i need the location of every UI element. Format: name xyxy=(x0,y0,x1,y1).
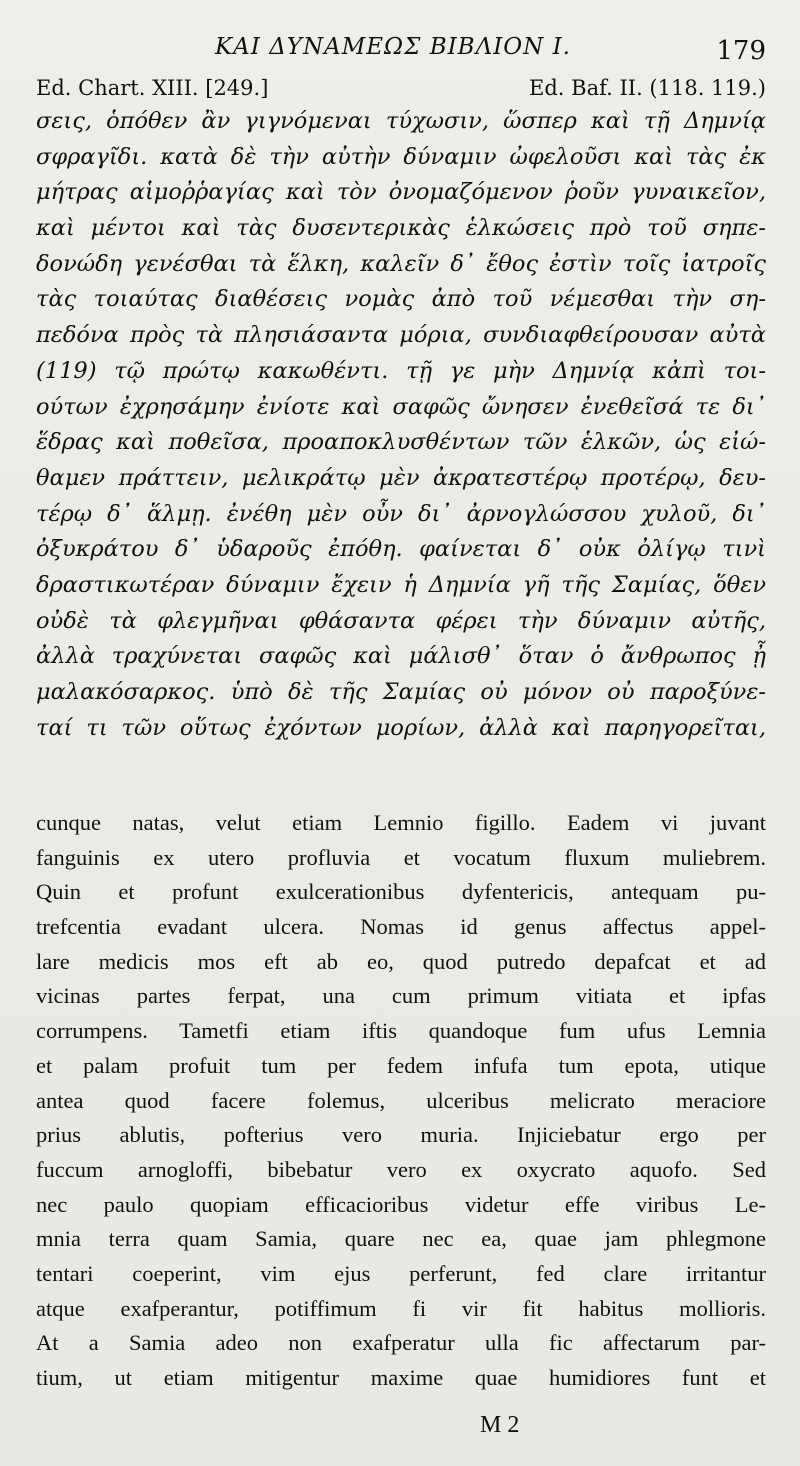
greek-line: μήτρας αἱμοῤῥαγίας καὶ τὸν ὀνομαζόμενον ῥοῦν γυναικεῖον, xyxy=(36,179,766,206)
edition-basel: Ed. Baf. II. (118. 119.) xyxy=(529,76,766,100)
latin-line: trefcentia evadant ulcera. Nomas id genus affectus appel- xyxy=(36,914,766,940)
edition-chartier: Ed. Chart. XIII. [249.] xyxy=(36,76,269,100)
latin-line: prius ablutis, pofterius vero muria. Injiciebatur ergo per xyxy=(36,1122,766,1148)
greek-line: μαλακόσαρκος. ὑπὸ δὲ τῆς Σαμίας οὐ μόνον οὐ παροξύνε- xyxy=(36,679,766,705)
greek-line: δονώδη γενέσθαι τὰ ἕλκη, καλεῖν δ᾽ ἔθος ἐστὶν τοῖς ἰατροῖς xyxy=(36,250,766,277)
latin-line: fanguinis ex utero profluvia et vocatum fluxum muliebrem. xyxy=(36,844,766,870)
edition-references xyxy=(36,76,766,104)
greek-line: ούτων ἐχρησάμην ἐνίοτε καὶ σαφῶς ὤνησεν ἐνεθεῖσά τε δι᾽ xyxy=(36,393,766,420)
latin-line: At a Samia adeo non exafperatur ulla fic affectarum par- xyxy=(36,1330,766,1356)
greek-line: ταί τι τῶν οὕτως ἐχόντων μορίων, ἀλλὰ καὶ παρηγορεῖται, xyxy=(36,714,766,741)
latin-line: nec paulo quopiam efficacioribus videtur effe viribus Le- xyxy=(36,1191,766,1217)
latin-line: antea quod facere folemus, ulceribus melicrato meraciore xyxy=(36,1087,766,1113)
latin-line: vicinas partes ferpat, una cum primum vitiata et ipfas xyxy=(36,983,766,1009)
latin-text-block xyxy=(36,806,766,1396)
latin-line: corrumpens. Tametfi etiam iftis quandoque fum ufus Lemnia xyxy=(36,1018,766,1044)
latin-line: tentari coeperint, vim ejus perferunt, fed clare irritantur xyxy=(36,1260,766,1286)
latin-line: Quin et profunt exulcerationibus dyfentericis, antequam pu- xyxy=(36,879,766,905)
latin-line: mnia terra quam Samia, quare nec ea, quae jam phlegmone xyxy=(36,1226,766,1252)
greek-line: τέρῳ δ᾽ ἅλμῃ. ἐνέθη μὲν οὖν δι᾽ ἀρνογλώσσου χυλοῦ, δι᾽ xyxy=(36,500,766,527)
greek-line: (119) τῷ πρώτῳ κακωθέντι. τῇ γε μὴν Δημνίᾳ κἀπὶ τοι- xyxy=(36,357,766,384)
latin-line: et palam profuit tum per fedem infufa tum epota, utique xyxy=(36,1052,766,1078)
greek-text-block xyxy=(36,104,766,746)
latin-line: cunque natas, velut etiam Lemnio figillo. Eadem vi juvant xyxy=(36,810,766,835)
greek-line: πεδόνα πρὸς τὰ πλησιάσαντα μόρια, συνδιαφθείρουσαν αὐτὰ xyxy=(36,322,766,349)
greek-line: ὀξυκράτου δ᾽ ὑδαροῦς ἐπόθη. φαίνεται δ᾽ οὐκ ὀλίγῳ τινὶ xyxy=(36,536,766,563)
greek-line: σφραγῖδι. κατὰ δὲ τὴν αὐτὴν δύναμιν ὠφελοῦσι καὶ τὰς ἐκ xyxy=(36,143,766,170)
greek-line: σεις, ὁπόθεν ἂν γιγνόμεναι τύχωσιν, ὥσπερ καὶ τῇ Δημνίᾳ xyxy=(36,108,766,134)
greek-line: δραστικωτέραν δύναμιν ἔχειν ἡ Δημνία γῆ τῆς Σαμίας, ὅθεν xyxy=(36,571,766,598)
signature-mark: M 2 xyxy=(480,1412,520,1438)
latin-line: lare medicis mos eft ab eo, quod putredo depafcat et ad xyxy=(36,948,766,974)
running-head xyxy=(0,30,800,66)
latin-line: tium, ut etiam mitigentur maxime quae humidiores funt et xyxy=(36,1365,766,1390)
greek-line: οὐδὲ τὰ φλεγμῆναι φθάσαντα φέρει τὴν δύναμιν αὐτῆς, xyxy=(36,607,766,634)
latin-line: atque exafperantur, potiffimum fi vir fit habitus mollioris. xyxy=(36,1295,766,1321)
latin-line: fuccum arnogloffi, bibebatur vero ex oxycrato aquofo. Sed xyxy=(36,1156,766,1182)
greek-line: καὶ μέντοι καὶ τὰς δυσεντερικὰς ἑλκώσεις πρὸ τοῦ σηπε- xyxy=(36,215,766,242)
greek-line: θαμεν πράττειν, μελικράτῳ μὲν ἀκρατεστέρῳ προτέρῳ, δευ- xyxy=(36,464,766,491)
running-title: ΚΑΙ ΔΥΝΑΜΕΩΣ ΒΙΒΛΙΟΝ Ι. xyxy=(215,34,571,60)
greek-line: ἕδρας καὶ ποθεῖσα, προαποκλυσθέντων τῶν ἑλκῶν, ὡς εἰώ- xyxy=(36,429,766,456)
greek-line: ἀλλὰ τραχύνεται σαφῶς καὶ μάλισθ᾽ ὅταν ὁ ἄνθρωπος ᾖ xyxy=(36,643,766,670)
page-number: 179 xyxy=(716,36,766,66)
greek-line: τὰς τοιαύτας διαθέσεις νομὰς ἀπὸ τοῦ νέμεσθαι τὴν ση- xyxy=(36,286,766,313)
